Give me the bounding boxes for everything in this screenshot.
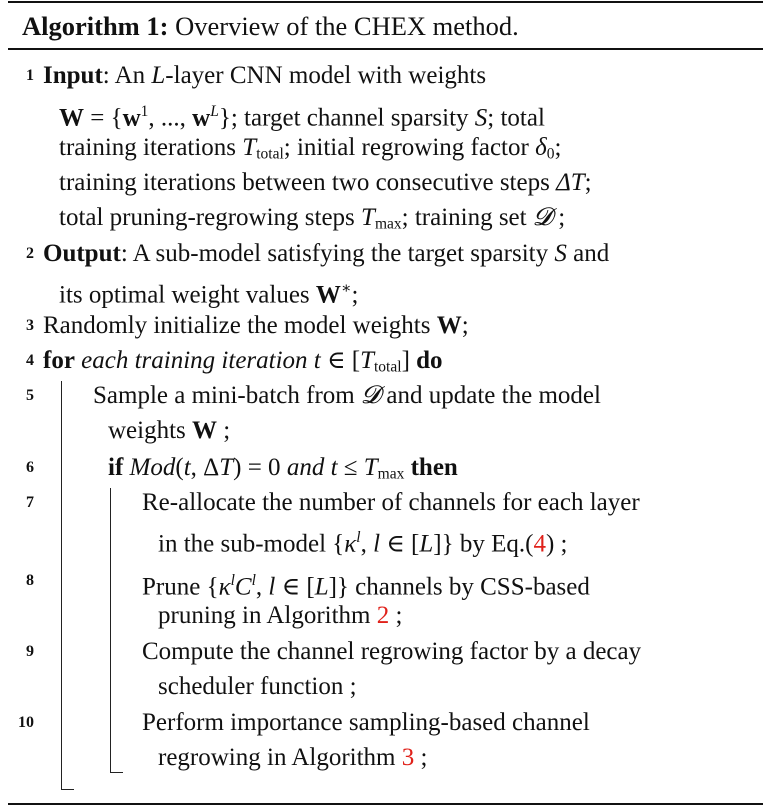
if-sub-max: max [377, 465, 405, 483]
sample-text-d: ; [217, 417, 231, 444]
input-text-f: ; total [487, 104, 545, 132]
bottom-rule [8, 803, 763, 805]
line-number-4: 4 [26, 352, 34, 369]
input-line-1 [43, 59, 486, 93]
algorithm-title: Overview of the CHEX method. [175, 11, 519, 41]
input-line-4 [59, 166, 592, 200]
for-math-T: T [360, 347, 374, 374]
init-line [43, 309, 469, 343]
input-text-h: ; initial regrowing factor [283, 134, 536, 161]
regrow-line-2 [158, 741, 427, 775]
top-rule [8, 1, 763, 3]
sample-text-c: weights [108, 417, 193, 444]
regrow-line-1: Perform importance sampling-based channel [142, 709, 590, 736]
output-math-W: W [315, 281, 341, 309]
prune-text-e: pruning in Algorithm [158, 602, 377, 629]
input-text-d: , ..., [148, 104, 193, 132]
prune-math-C: C [234, 573, 252, 601]
output-text-b: and [566, 240, 610, 267]
eq-4-link[interactable]: 4 [533, 530, 546, 558]
input-math-W: W [59, 104, 84, 132]
realloc-text-f: ) ; [545, 530, 568, 558]
for-block-end [61, 789, 74, 790]
regrow-text-b: regrowing in Algorithm [158, 744, 402, 771]
line-number-9: 9 [26, 643, 34, 660]
if-math-mod: Mod [129, 454, 176, 481]
output-text-a: : A sub-model satisfying the target sparsity [120, 240, 555, 267]
input-math-wL: w [192, 104, 211, 132]
if-block-end [110, 772, 123, 773]
for-text-in: ∈ [ [320, 347, 361, 374]
for-block-bar [61, 381, 62, 790]
line-number-1: 1 [26, 67, 34, 84]
input-line-5 [59, 201, 565, 241]
for-text-close: ] [401, 347, 417, 374]
prune-text-d: ]} channels by CSS-based [328, 573, 590, 601]
prune-text-b: , [255, 573, 269, 601]
output-text-d: ; [351, 281, 359, 309]
if-math-Tmax: T [363, 454, 378, 481]
init-math-W: W [436, 312, 462, 339]
realloc-line-1: Re-allocate the number of channels for each layer [142, 489, 640, 516]
prune-sup-cl: l [251, 572, 256, 589]
init-text-a: Randomly initialize the model weights [43, 312, 437, 339]
output-line-2 [59, 272, 358, 313]
prune-math-L: L [314, 573, 329, 601]
do-keyword: do [416, 347, 443, 374]
if-text-c: ) = 0 [233, 454, 287, 481]
input-text-l: total pruning-regrowing steps [59, 204, 362, 231]
line-number-2: 2 [26, 245, 34, 262]
input-math-Tmax: T [361, 204, 375, 231]
realloc-math-L: L [419, 530, 434, 558]
regrow-text-c: ; [414, 744, 428, 771]
input-sup-1: 1 [140, 103, 149, 120]
input-sub-total: total [256, 145, 284, 163]
input-text-b: -layer CNN model with weights [165, 62, 487, 89]
input-math-S: S [474, 104, 488, 132]
realloc-math-l: l [373, 530, 381, 558]
prune-math-kappa: κ [218, 573, 231, 601]
input-text-e: }; target channel sparsity [218, 104, 475, 132]
sample-line-1 [93, 379, 601, 413]
input-sub-zero: 0 [546, 145, 555, 163]
sample-math-W: W [192, 417, 218, 444]
input-text-n: ; [552, 204, 566, 231]
input-keyword: Input [43, 62, 103, 89]
init-text-b: ; [461, 312, 469, 339]
prune-text-a: Prune { [142, 573, 219, 601]
line-number-6: 6 [26, 459, 34, 476]
input-text-k: ; [584, 169, 592, 196]
line-number-5: 5 [26, 387, 34, 404]
input-text-c: = { [84, 104, 123, 132]
if-text-b: , Δ [190, 454, 220, 481]
input-line-2 [59, 95, 545, 136]
realloc-sup-l: l [356, 529, 361, 546]
if-math-T: T [219, 454, 234, 481]
algorithm-2-link[interactable]: 2 [376, 602, 390, 629]
output-line-1 [43, 237, 609, 271]
input-math-L: L [151, 62, 166, 89]
realloc-text-e: ]} by Eq.( [433, 530, 534, 558]
realloc-line-2 [158, 521, 568, 562]
input-sup-L: L [210, 103, 219, 120]
for-text-a: each training iteration [81, 347, 314, 374]
sample-text-b: and update the model [380, 382, 601, 409]
realloc-text-c: , [360, 530, 374, 558]
input-text-i: ; [554, 134, 562, 161]
if-block-bar [110, 488, 111, 773]
input-math-deltaT: ΔT [556, 169, 585, 196]
if-text-a: ( [175, 454, 184, 481]
for-math-t: t [313, 347, 321, 374]
for-keyword: for [43, 347, 75, 374]
realloc-text-b: in the sub-model { [158, 530, 345, 558]
line-number-10: 10 [18, 714, 34, 731]
caption-rule [8, 48, 763, 50]
sample-math-D: 𝓓 [360, 382, 381, 409]
prune-text-c: ∈ [ [275, 573, 315, 601]
then-keyword: then [410, 454, 458, 481]
sample-line-2 [108, 414, 230, 448]
if-text-le: ≤ [337, 454, 364, 481]
input-math-delta: δ [535, 134, 547, 161]
input-text-m: ; training set [401, 204, 533, 231]
input-text-g: training iterations [59, 134, 243, 161]
prune-math-l: l [268, 573, 276, 601]
algorithm-caption [22, 8, 519, 44]
input-math-w1: w [122, 104, 141, 132]
realloc-text-d: ∈ [ [380, 530, 420, 558]
output-keyword: Output [43, 240, 121, 267]
input-math-T: T [242, 134, 257, 161]
if-math-t: t [183, 454, 191, 481]
sample-text-a: Sample a mini-batch from [93, 382, 361, 409]
output-text-c: its optimal weight values [59, 281, 316, 309]
input-text-j: training iterations between two consecutive steps [59, 169, 557, 196]
realloc-math-kappa: κ [344, 530, 357, 558]
if-keyword: if [108, 454, 124, 481]
for-sub-total: total [374, 358, 402, 376]
algorithm-3-link[interactable]: 3 [401, 744, 415, 771]
algorithm-label: Algorithm 1: [22, 11, 169, 41]
compute-line-2: scheduler function ; [158, 673, 357, 700]
input-math-D: 𝓓 [532, 204, 553, 231]
line-number-3: 3 [26, 317, 34, 334]
output-sup-star: ∗ [340, 280, 352, 297]
prune-sup-kl: l [230, 572, 235, 589]
line-number-7: 7 [26, 494, 34, 511]
prune-line-2 [158, 599, 402, 633]
compute-line-1: Compute the channel regrowing factor by a decay [142, 638, 642, 665]
input-sub-max: max [374, 215, 402, 233]
output-math-S: S [554, 240, 567, 267]
if-text-and: and t [286, 454, 338, 481]
input-text-a: : An [102, 62, 152, 89]
prune-text-f: ; [389, 602, 403, 629]
line-number-8: 8 [26, 572, 34, 589]
